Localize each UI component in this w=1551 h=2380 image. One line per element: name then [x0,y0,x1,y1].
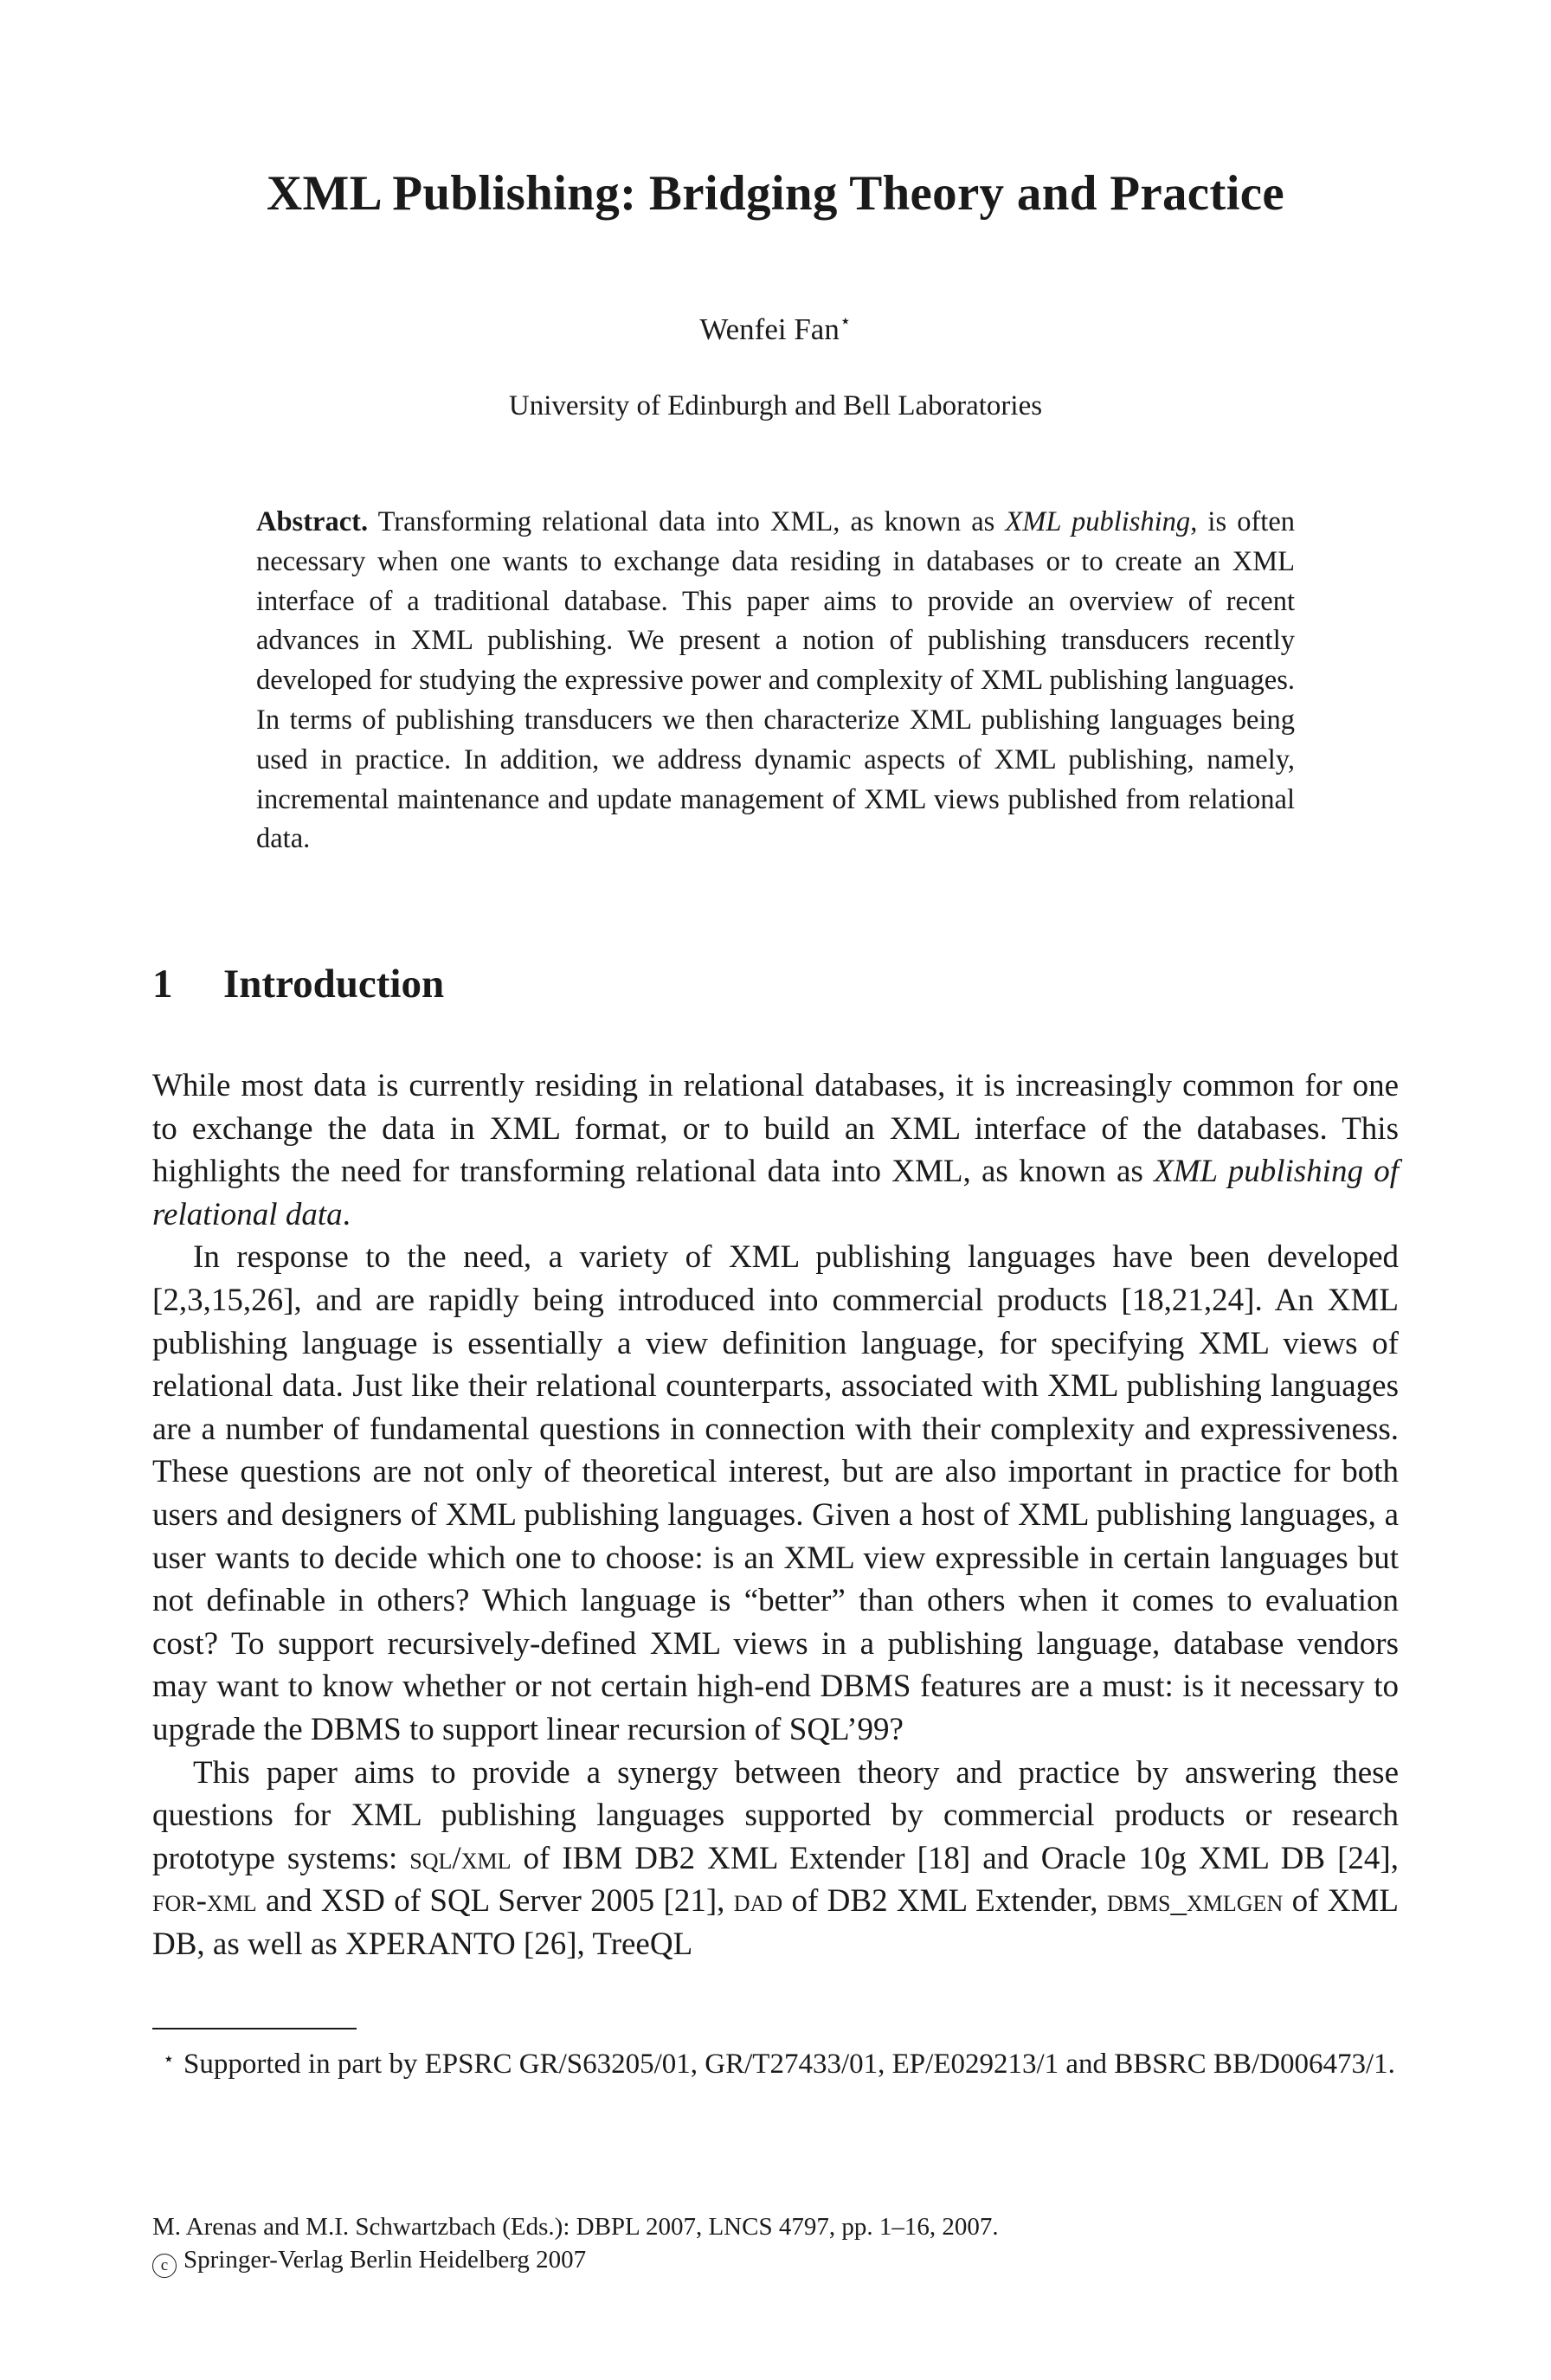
smallcaps-forxml: for-xml [152,1883,257,1920]
smallcaps-dbms-xmlgen: dbms_xmlgen [1106,1883,1284,1920]
paragraph-1-emphasis: XML publishing of relational data [152,1154,1399,1232]
citation-line: M. Arenas and M.I. Schwartzbach (Eds.): DBPL 2007, LNCS 4797, pp. 1–16, 2007. [152,2213,999,2241]
footnote-text: Supported in part by EPSRC GR/S63205/01, GR/T27433/01, EP/E029213/1 and BBSRC BB/D006473/1. [183,2049,1395,2080]
smallcaps-sqlxml: sql/xml [409,1840,512,1876]
paragraph-3-text-b: of IBM DB2 XML Extender [18] and Oracle 10g XML DB [24], [511,1840,1399,1876]
paragraph-1-text-a: While most data is currently residing in relational databases, it is increasingly common for one to exchange the data in XML format, or to build an XML interface of the databases. This highlights the need for transforming relational data into XML, as known as [152,1068,1399,1190]
section-heading [152,964,444,1005]
section-title: Introduction [223,962,445,1007]
footnote-rule [152,2028,357,2029]
body-text [152,1065,1399,1965]
copyright-line [152,2243,1399,2278]
smallcaps-dad: dad [733,1883,783,1920]
author-affiliation: University of Edinburgh and Bell Laboratories [508,390,1043,421]
abstract-emphasis: XML publishing [1005,506,1191,537]
paragraph-1 [152,1065,1399,1236]
paragraph-3-text-a: This paper aims to provide a synergy between theory and practice by answering these questions for XML publishing languages supported by commercial products or research prototype systems: [152,1754,1399,1876]
paragraph-1-text-b: . [342,1196,351,1232]
copyright-text: Springer-Verlag Berlin Heidelberg 2007 [183,2246,587,2274]
abstract-label: Abstract. [256,506,369,537]
footnote-mark: ⋆ [163,2048,175,2069]
paragraph-3-text-c: and XSD of SQL Server 2005 [21], [256,1883,734,1920]
paper-title: XML Publishing: Bridging Theory and Practice [267,166,1284,221]
footnote [152,2044,1399,2084]
paragraph-2: In response to the need, a variety of XML publishing languages have been developed [2,3,15,26], and are rapidly being introduced into commercial products [18,21,24]. An XML publishing language is essentially a view definition language, for specifying XML views of relational data. Just like their relational counterparts, associated with XML publishing languages are a number of fundamental questions in connection with their complexity and expressiveness. These questions are not only of theoretical interest, but are also important in practice for both users and designers of XML publishing languages. Given a host of XML publishing languages, a user wants to decide which one to choose: is an XML view expressible in certain languages but not definable in others? Which language is “better” than others when it comes to evaluation cost? To support recursively-defined XML views in a publishing language, database vendors may want to know whether or not certain high-end DBMS features are a must: is it necessary to upgrade the DBMS to support linear recursion of SQL’99? [152,1239,1399,1747]
paragraph-3 [152,1752,1399,1966]
copyright-icon: c [152,2254,177,2278]
paragraph-3-text-d: of DB2 XML Extender, [782,1883,1107,1920]
author-footnote-mark: ⋆ [839,310,852,331]
author-name [0,310,1551,346]
author-name-text: Wenfei Fan [699,312,840,346]
section-number: 1 [152,962,173,1007]
abstract-text-part2: , is often necessary when one wants to exchange data residing in databases or to create an XML interface of a traditional database. This paper aims to provide an overview of recent advances in XML publishing. We present a notion of publishing transducers recently developed for studying the expressive power and complexity of XML publishing languages. In terms of publishing transducers we then characterize XML publishing languages being used in practice. In addition, we address dynamic aspects of XML publishing, namely, incremental maintenance and update management of XML views published from relational data. [256,506,1295,855]
publication-info [152,2210,1399,2278]
paragraph-3-text-e: of XML DB, as well as XPERANTO [26], TreeQL [152,1883,1399,1962]
abstract-text-part1: Transforming relational data into XML, as known as [368,506,1006,537]
abstract [256,503,1295,859]
